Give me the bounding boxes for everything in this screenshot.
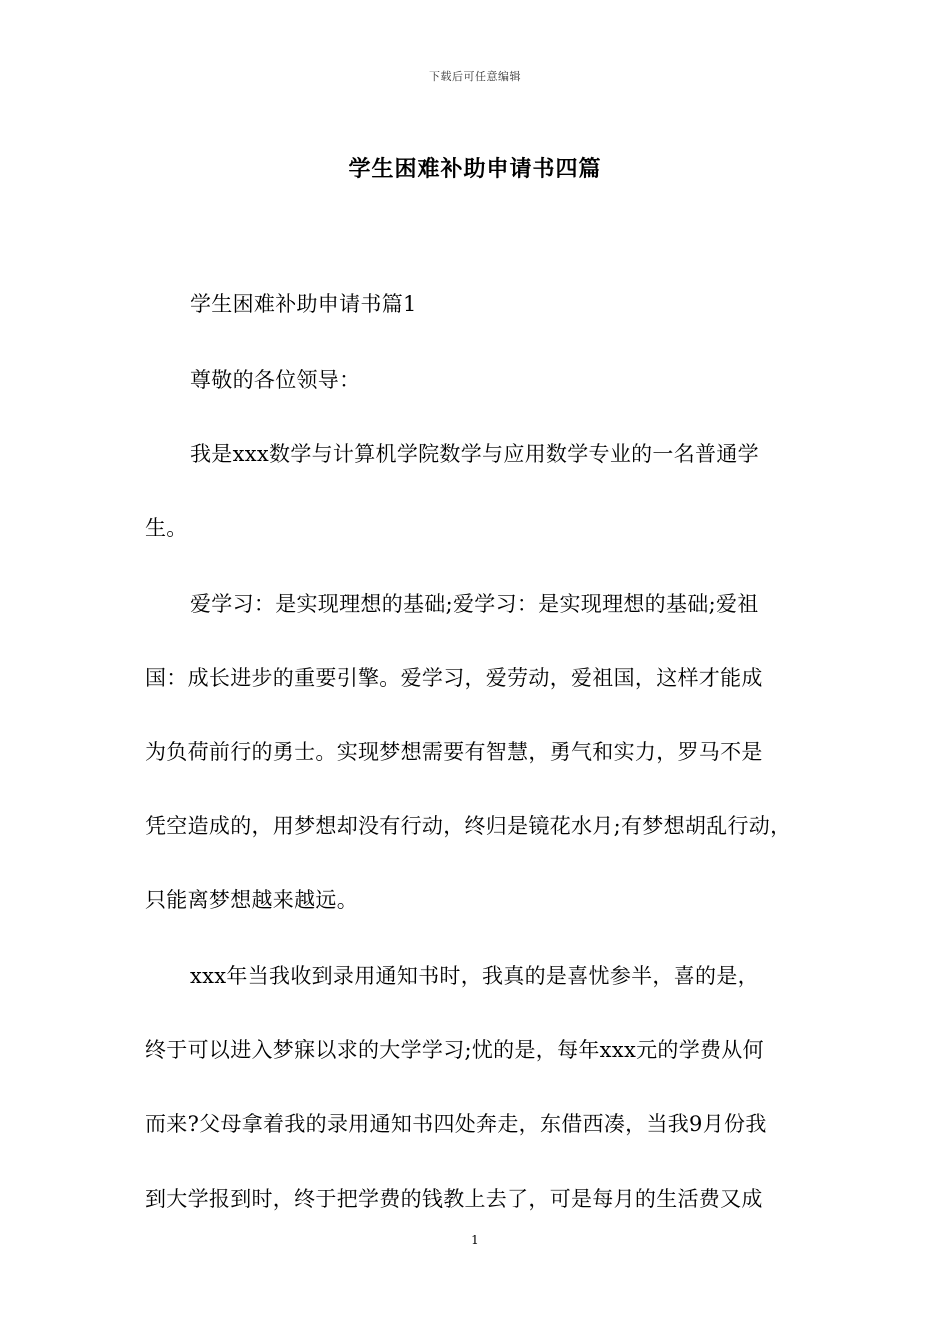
body-line: 为负荷前行的勇士。实现梦想需要有智慧，勇气和实力，罗马不是	[145, 740, 763, 764]
body-line: 我是xxx数学与计算机学院数学与应用数学专业的一名普通学	[190, 442, 759, 466]
body-line: 生。	[145, 516, 188, 540]
page-number: 1	[471, 1233, 479, 1247]
body-line: 凭空造成的，用梦想却没有行动，终归是镜花水月;有梦想胡乱行动，	[145, 814, 792, 838]
document-title: 学生困难补助申请书四篇	[348, 156, 602, 182]
body-line: 而来?父母拿着我的录用通知书四处奔走，东借西凑，当我9月份我	[145, 1112, 767, 1136]
body-line: xxx年当我收到录用通知书时，我真的是喜忧参半，喜的是，	[190, 964, 759, 988]
header-note: 下载后可任意编辑	[429, 70, 521, 83]
body-line: 爱学习：是实现理想的基础;爱学习：是实现理想的基础;爱祖	[190, 592, 759, 616]
section-heading: 学生困难补助申请书篇1	[190, 292, 417, 316]
body-line: 到大学报到时，终于把学费的钱教上去了，可是每月的生活费又成	[145, 1187, 763, 1211]
salutation: 尊敬的各位领导：	[190, 368, 361, 392]
body-line: 终于可以进入梦寐以求的大学学习;忧的是，每年xxx元的学费从何	[145, 1038, 764, 1062]
body-line: 国：成长进步的重要引擎。爱学习，爱劳动，爱祖国，这样才能成	[145, 666, 763, 690]
body-line: 只能离梦想越来越远。	[145, 888, 358, 912]
